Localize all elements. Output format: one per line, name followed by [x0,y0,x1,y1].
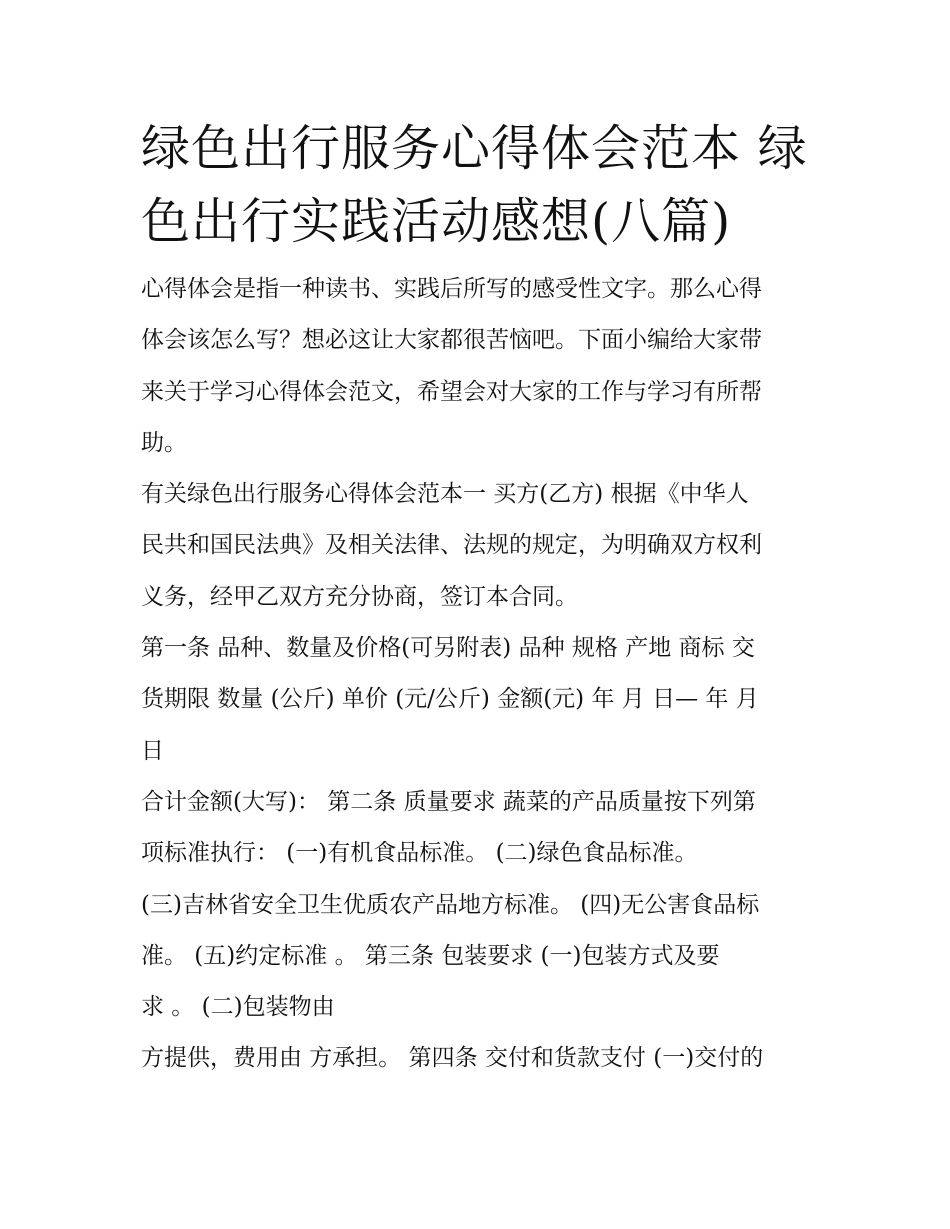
body-line: 第一条 品种、数量及价格(可另附表) 品种 规格 产地 商标 交 [141,635,755,662]
body-line: 准。 (五)约定标准 。 第三条 包装要求 (一)包装方式及要 [141,942,720,969]
body-line: 合计金额(大写)： 第二条 质量要求 蔬菜的产品质量按下列第 [141,788,756,815]
body-line: 有关绿色出行服务心得体会范本一 买方(乙方) 根据《中华人 [141,481,749,508]
document-body [141,264,817,1085]
body-line: 方提供，费用由 方承担。 第四条 交付和货款支付 (一)交付的 [141,1045,764,1072]
body-line: 来关于学习心得体会范文，希望会对大家的工作与学习有所帮 [141,378,762,405]
body-line: 日 [141,737,164,764]
body-line: 体会该怎么写？想必这让大家都很苦恼吧。下面小编给大家带 [141,327,762,354]
body-line: 货期限 数量 (公斤) 单价 (元/公斤) 金额(元) 年 月 日— 年 月 [141,686,759,713]
body-line: 义务，经甲乙双方充分协商，签订本合同。 [141,583,578,610]
body-line: 心得体会是指一种读书、实践后所写的感受性文字。那么心得 [141,276,762,302]
document-page [141,112,817,1085]
body-line: 项标准执行： (一)有机食品标准。 (二)绿色食品标准。 [141,840,698,867]
title-line-2: 色出行实践活动感想(八篇) [141,193,732,250]
body-line: (三)吉林省安全卫生优质农产品地方标准。 (四)无公害食品标 [141,891,760,918]
title-line-1: 绿色出行服务心得体会范本 绿 [141,120,808,177]
body-line: 求 。 (二)包装物由 [141,994,335,1021]
body-line: 助。 [141,429,187,456]
document-title [141,112,817,258]
body-line: 民共和国民法典》及相关法律、法规的规定，为明确双方权利 [141,532,762,559]
